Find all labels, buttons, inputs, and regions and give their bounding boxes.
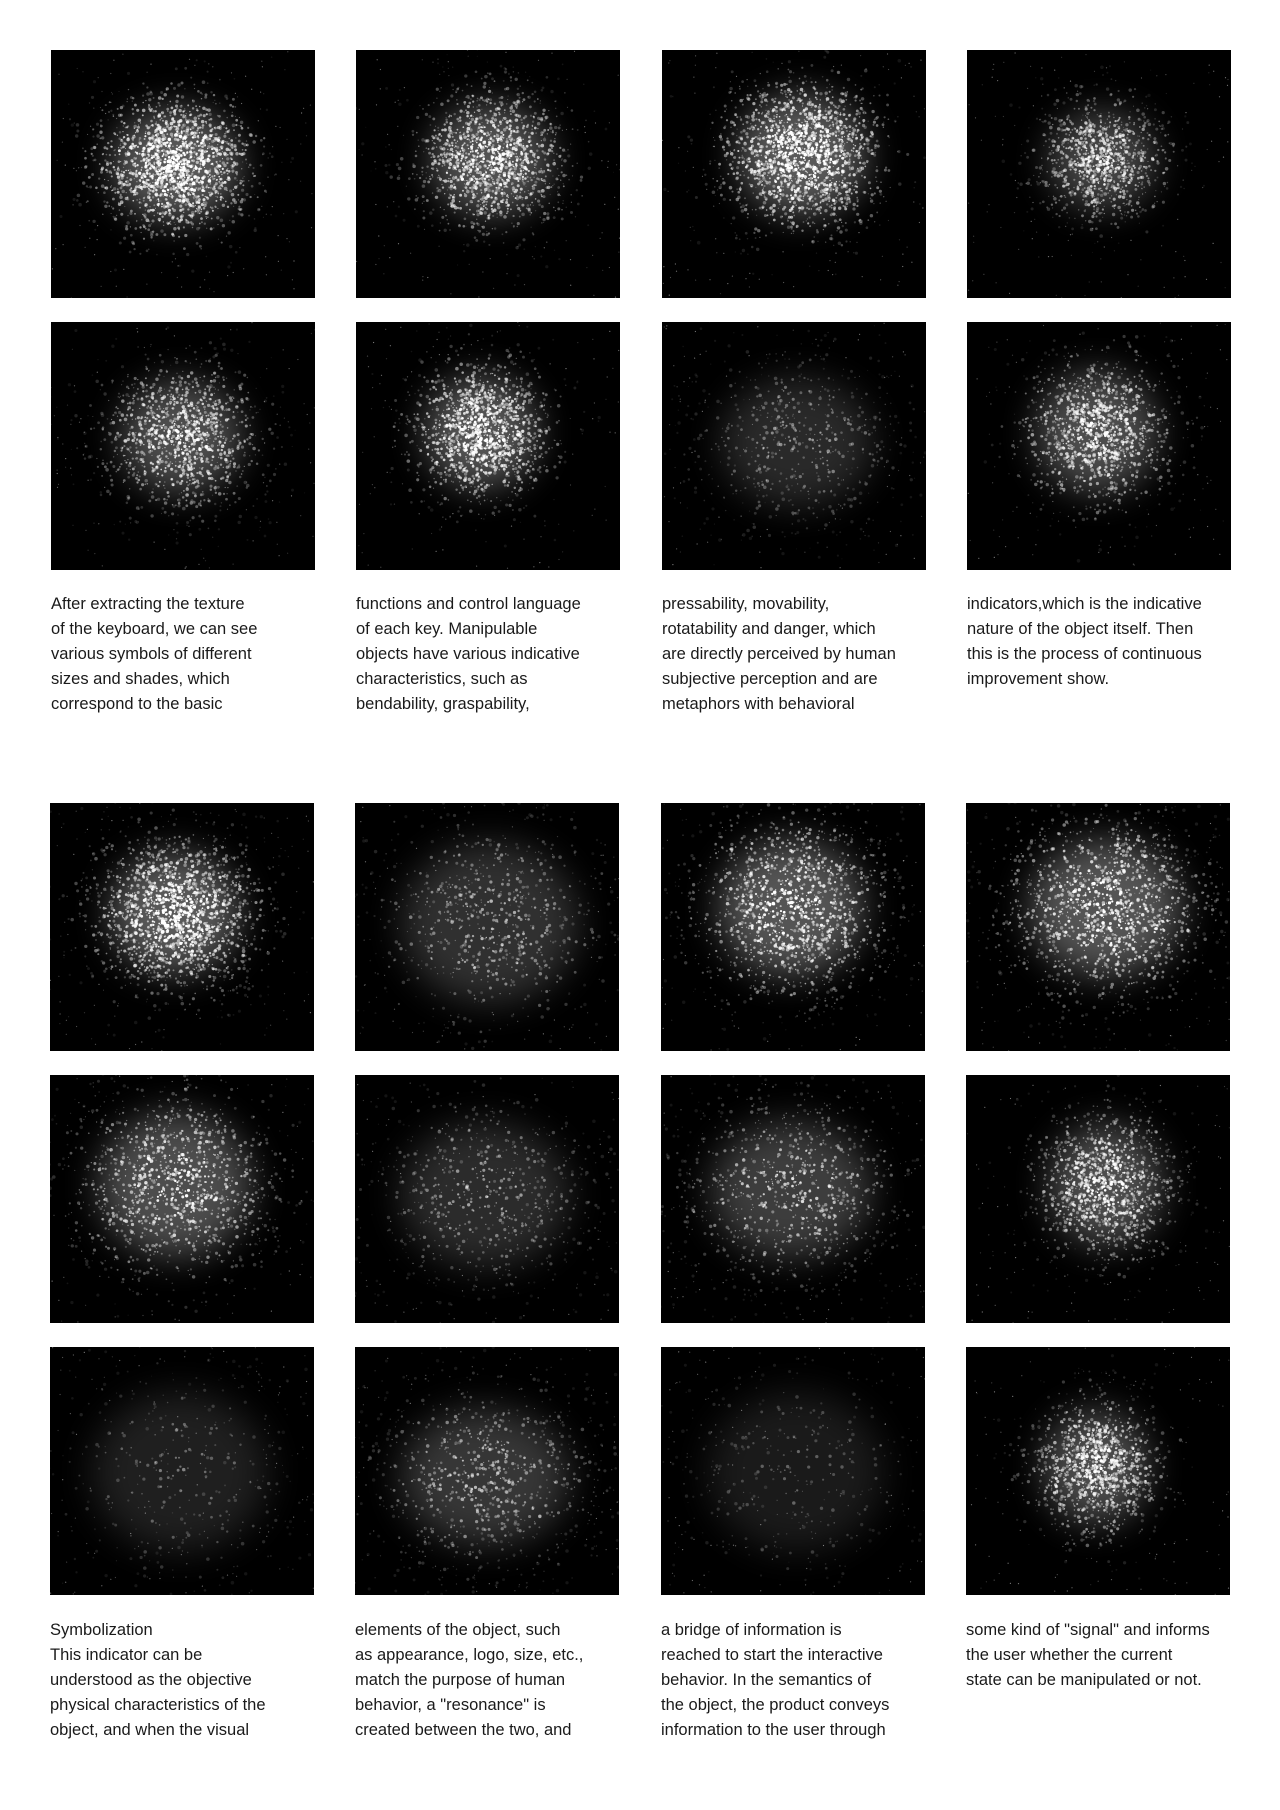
texture-image-16 <box>966 1075 1230 1323</box>
texture-graphic <box>51 322 315 570</box>
texture-image-3 <box>662 50 926 298</box>
caption-bottom-3: a bridge of information is reached to start the interactive behavior. In the semantics of the object, the product conveys information to the user through <box>661 1618 931 1743</box>
texture-graphic <box>661 803 925 1051</box>
texture-image-9 <box>50 803 314 1051</box>
texture-image-2 <box>356 50 620 298</box>
texture-graphic <box>966 803 1230 1051</box>
caption-bottom-4: some kind of "signal" and informs the user whether the current state can be manipulated or not. <box>966 1618 1256 1693</box>
texture-graphic <box>966 1075 1230 1323</box>
caption-top-4: indicators,which is the indicative nature of the object itself. Then this is the process of continuous improvement show. <box>967 592 1252 692</box>
texture-image-14 <box>355 1075 619 1323</box>
texture-image-13 <box>50 1075 314 1323</box>
texture-graphic <box>356 322 620 570</box>
texture-graphic <box>966 1347 1230 1595</box>
texture-image-10 <box>355 803 619 1051</box>
texture-image-18 <box>355 1347 619 1595</box>
texture-graphic <box>967 322 1231 570</box>
texture-image-12 <box>966 803 1230 1051</box>
texture-image-19 <box>661 1347 925 1595</box>
texture-image-20 <box>966 1347 1230 1595</box>
texture-graphic <box>50 1347 314 1595</box>
texture-graphic <box>355 1075 619 1323</box>
caption-bottom-2: elements of the object, such as appearance, logo, size, etc., match the purpose of human behavior, a "resonance" is created between the two, and <box>355 1618 625 1743</box>
texture-graphic <box>967 50 1231 298</box>
caption-top-2: functions and control language of each key. Manipulable objects have various indicative characteristics, such as bendability, graspability, <box>356 592 626 717</box>
texture-image-8 <box>967 322 1231 570</box>
texture-graphic <box>355 1347 619 1595</box>
texture-graphic <box>661 1075 925 1323</box>
texture-image-6 <box>356 322 620 570</box>
texture-graphic <box>50 803 314 1051</box>
texture-graphic <box>662 50 926 298</box>
texture-graphic <box>661 1347 925 1595</box>
caption-top-1: After extracting the texture of the keyboard, we can see various symbols of different sizes and shades, which correspond to the basic <box>51 592 321 717</box>
texture-image-15 <box>661 1075 925 1323</box>
texture-image-5 <box>51 322 315 570</box>
texture-graphic <box>662 322 926 570</box>
texture-image-1 <box>51 50 315 298</box>
texture-image-4 <box>967 50 1231 298</box>
texture-image-17 <box>50 1347 314 1595</box>
caption-top-3: pressability, movability, rotatability and danger, which are directly perceived by human subjective perception and are metaphors with behavioral <box>662 592 932 717</box>
texture-graphic <box>51 50 315 298</box>
texture-image-11 <box>661 803 925 1051</box>
caption-bottom-1: Symbolization This indicator can be understood as the objective physical characteristics of the object, and when the visual <box>50 1618 320 1743</box>
texture-graphic <box>50 1075 314 1323</box>
texture-graphic <box>356 50 620 298</box>
texture-image-7 <box>662 322 926 570</box>
texture-graphic <box>355 803 619 1051</box>
